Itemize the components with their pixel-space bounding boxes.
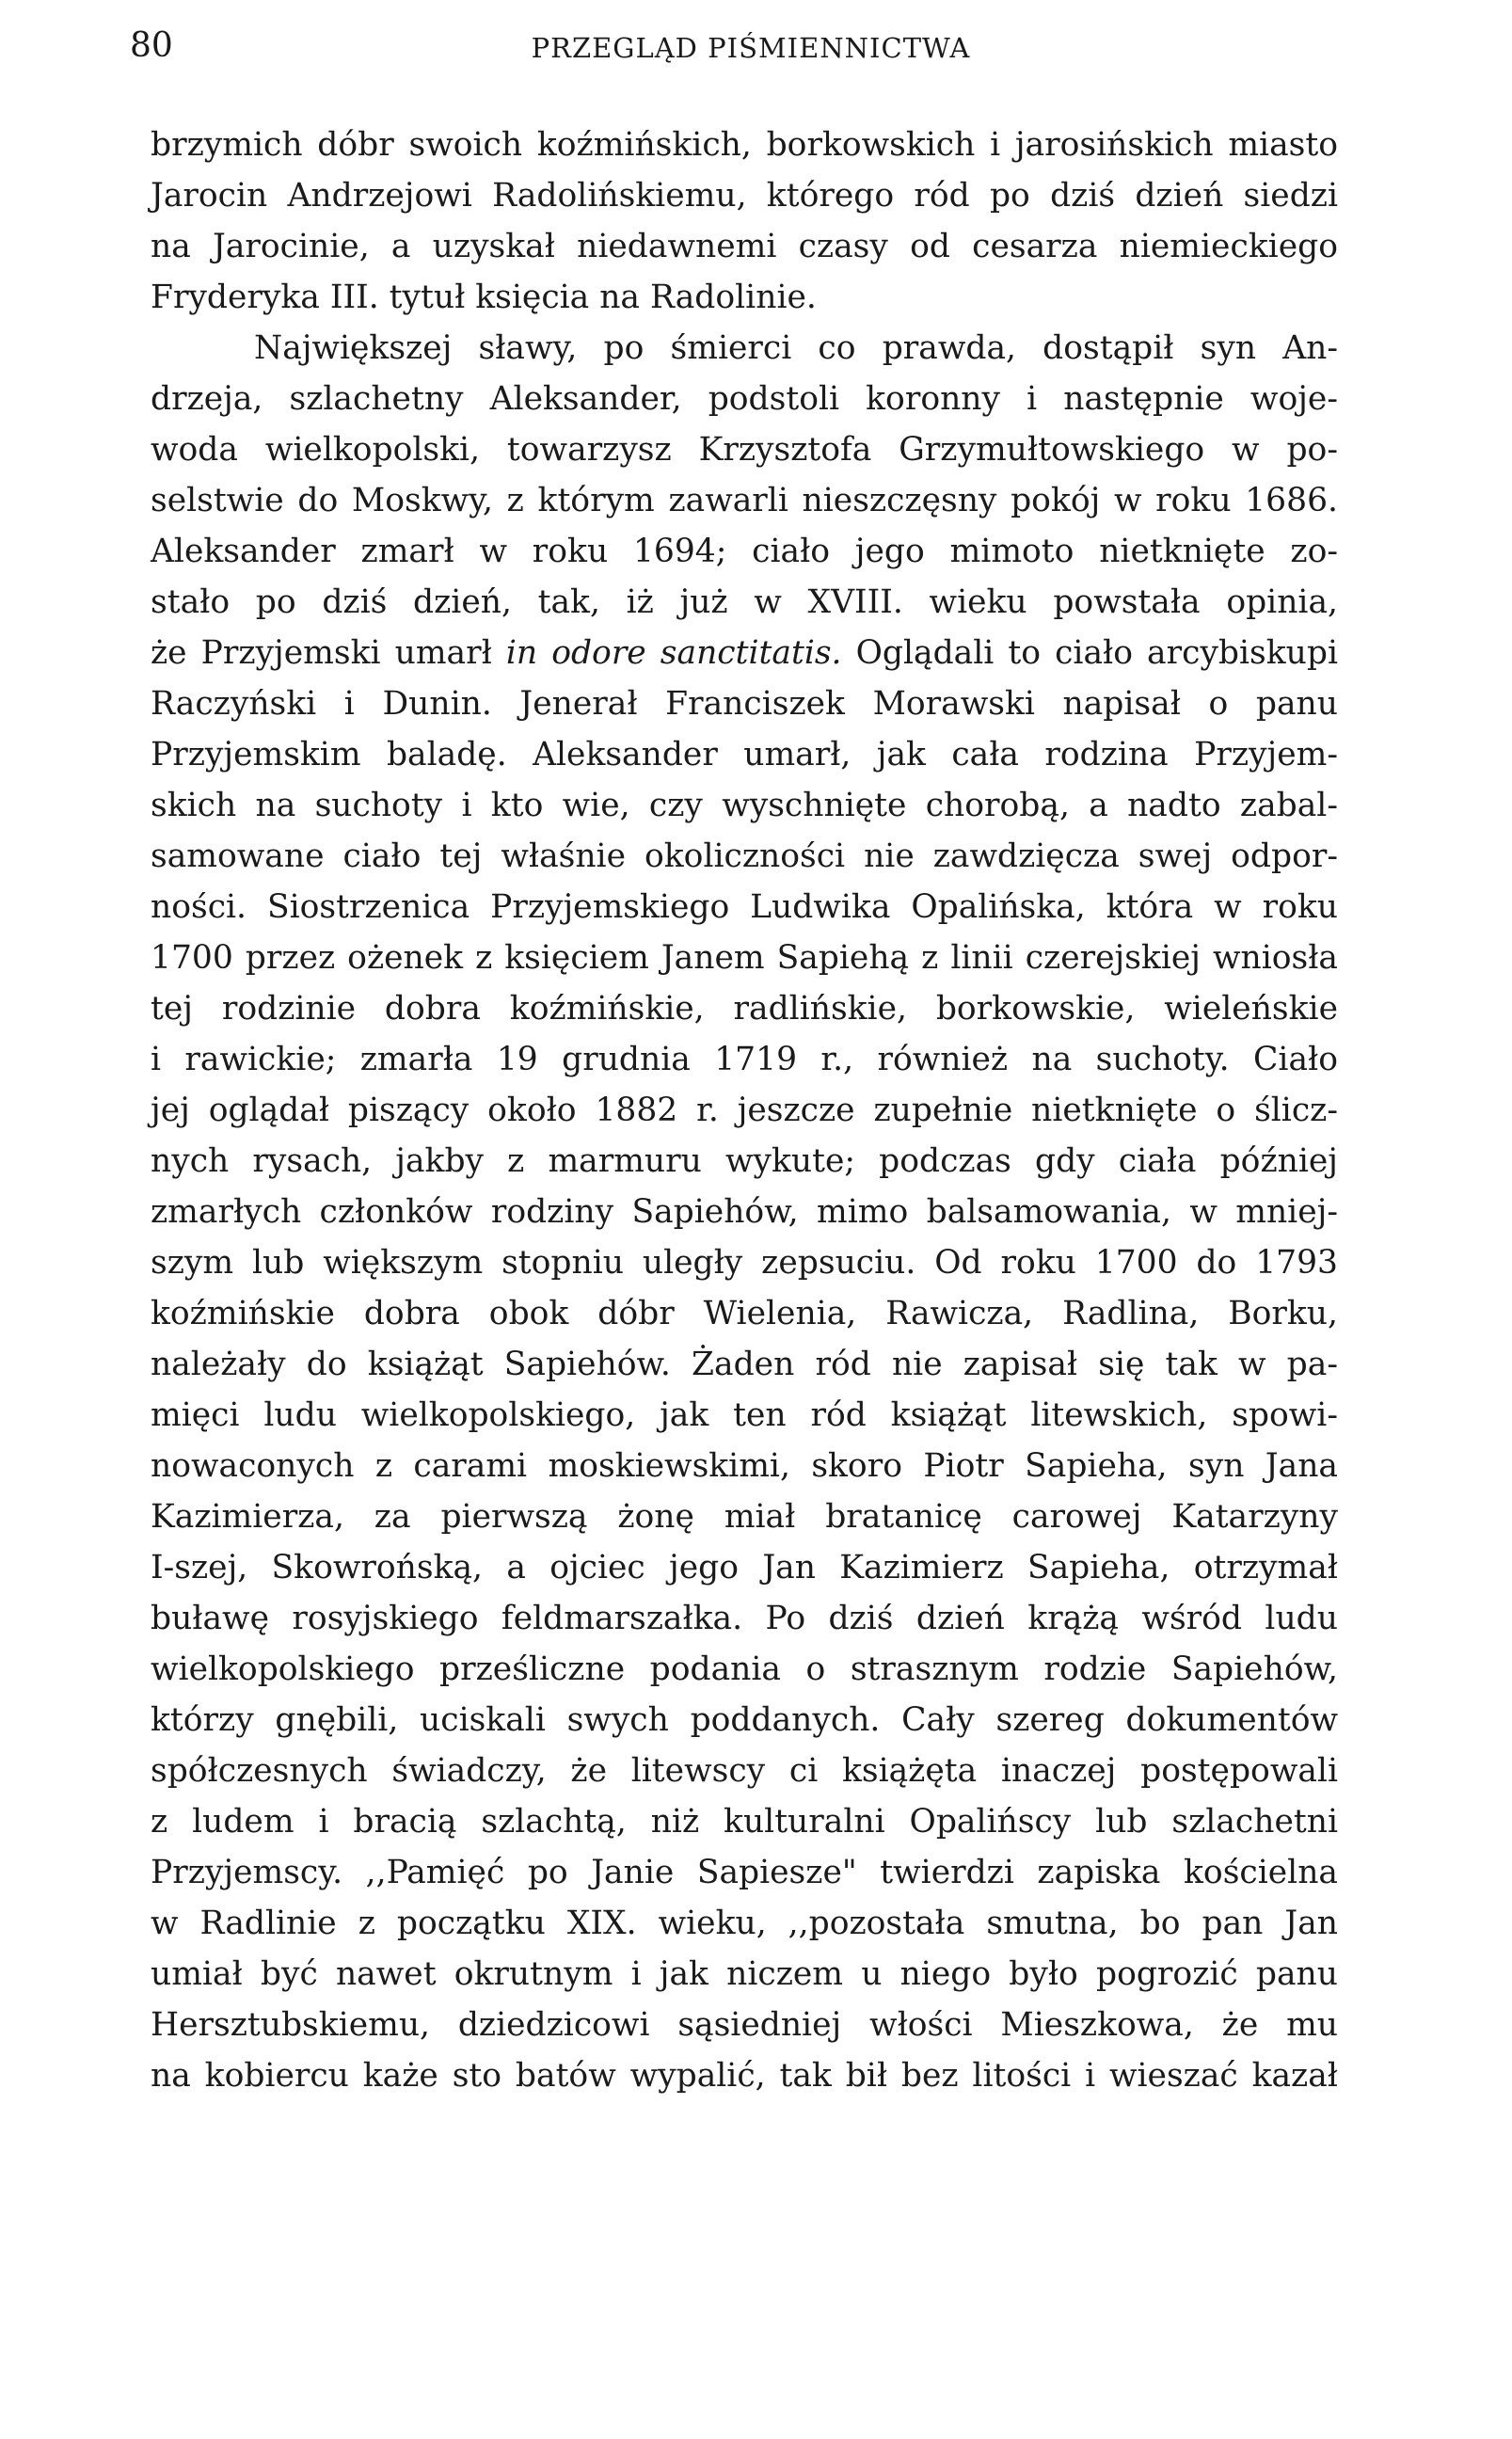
text-line: Kazimierza, za pierwszą żonę miał bratanicę carowej Katarzyny [151,1498,1338,1536]
text-line: skich na suchoty i kto wie, czy wyschnięte chorobą, a nadto zabal- [151,787,1338,824]
italic-phrase: in odore sanctitatis. [505,634,842,672]
running-head [130,24,1372,68]
text-line: wielkopolskiego prześliczne podania o strasznym rodzie Sapiehów, [151,1650,1338,1688]
text-line-with-italic [151,627,1338,679]
text-line: należały do książąt Sapiehów. Żaden ród nie zapisał się tak w pa- [151,1346,1338,1383]
text-line: I-szej, Skowrońską, a ojciec jego Jan Kazimierz Sapieha, otrzymał [151,1549,1338,1586]
text-line: brzymich dóbr swoich koźmińskich, borkowskich i jarosińskich miasto [151,126,1338,164]
text-line: tej rodzinie dobra koźmińskie, radlińskie, borkowskie, wieleńskie [151,990,1338,1028]
text-line: samowane ciało tej właśnie okoliczności nie zawdzięcza swej odpor- [151,837,1338,875]
text-line: Fryderyka III. tytuł księcia na Radolinie. [151,279,817,316]
text-line: selstwie do Moskwy, z którym zawarli nieszczęsny pokój w roku 1686. [151,482,1338,519]
text-line: Przyjemskim baladę. Aleksander umarł, jak cała rodzina Przyjem- [151,736,1338,773]
text-line: nowaconych z carami moskiewskimi, skoro Piotr Sapieha, syn Jana [151,1447,1338,1485]
text-line: Jarocin Andrzejowi Radolińskiemu, którego ród po dziś dzień siedzi [151,177,1338,215]
running-title: PRZEGLĄD PIŚMIENNICTWA [531,32,971,64]
text-line: stało po dziś dzień, tak, iż już w XVIII. wieku powstała opinia, [151,583,1338,621]
text-line: buławę rosyjskiego feldmarszałka. Po dziś dzień krążą wśród ludu [151,1600,1338,1637]
text-line: umiał być nawet okrutnym i jak niczem u niego było pogrozić panu [151,1955,1338,1993]
text-line: w Radlinie z początku XIX. wieku, ,,pozostała smutna, bo pan Jan [151,1905,1338,1942]
text-line: Aleksander zmarł w roku 1694; ciało jego mimoto nietknięte zo- [151,533,1338,570]
text-line: zmarłych członków rodziny Sapiehów, mimo balsamowania, w mniej- [151,1193,1338,1231]
text-line: woda wielkopolski, towarzysz Krzysztofa Grzymułtowskiego w po- [151,431,1338,469]
text-line: szym lub większym stopniu uległy zepsuciu. Od roku 1700 do 1793 [151,1244,1338,1282]
text-line: którzy gnębili, uciskali swych poddanych. Cały szereg dokumentów [151,1701,1338,1739]
text-run: że Przyjemski umarł [151,634,506,672]
text-line: nych rysach, jakby z marmuru wykute; podczas gdy ciała później [151,1142,1338,1180]
page-number: 80 [130,26,173,65]
text-line: i rawickie; zmarła 19 grudnia 1719 r., również na suchoty. Ciało [151,1041,1338,1078]
text-line: drzeja, szlachetny Aleksander, podstoli koronny i następnie woje- [151,380,1338,418]
text-line: koźmińskie dobra obok dóbr Wielenia, Rawicza, Radlina, Borku, [151,1295,1338,1332]
text-line: Hersztubskiemu, dziedzicowi sąsiedniej włości Mieszkowa, że mu [151,2006,1338,2044]
text-line: na kobiercu każe sto batów wypalić, tak bił bez litości i wieszać kazał [151,2057,1338,2095]
text-line: Raczyński i Dunin. Jenerał Franciszek Morawski napisał o panu [151,685,1338,723]
text-run: Oglądali to ciało arcybiskupi [841,634,1338,672]
paragraph-first-line: Największej sławy, po śmierci co prawda, dostąpił syn An- [254,329,1338,367]
text-line: mięci ludu wielkopolskiego, jak ten ród książąt litewskich, spowi- [151,1396,1338,1434]
text-line: 1700 przez ożenek z księciem Janem Sapiehą z linii czerejskiej wniosła [151,939,1338,977]
text-line: spółczesnych świadczy, że litewscy ci książęta inaczej postępowali [151,1752,1338,1790]
text-line: na Jarocinie, a uzyskał niedawnemi czasy od cesarza niemieckiego [151,228,1338,265]
text-line: z ludem i bracią szlachtą, niż kulturalni Opalińscy lub szlachetni [151,1803,1338,1841]
text-line: jej oglądał piszący około 1882 r. jeszcze zupełnie nietknięte o ślicz- [151,1092,1338,1129]
text-line: ności. Siostrzenica Przyjemskiego Ludwika Opalińska, która w roku [151,888,1338,926]
text-line: Przyjemscy. ,,Pamięć po Janie Sapiesze" twierdzi zapiska kościelna [151,1854,1338,1891]
